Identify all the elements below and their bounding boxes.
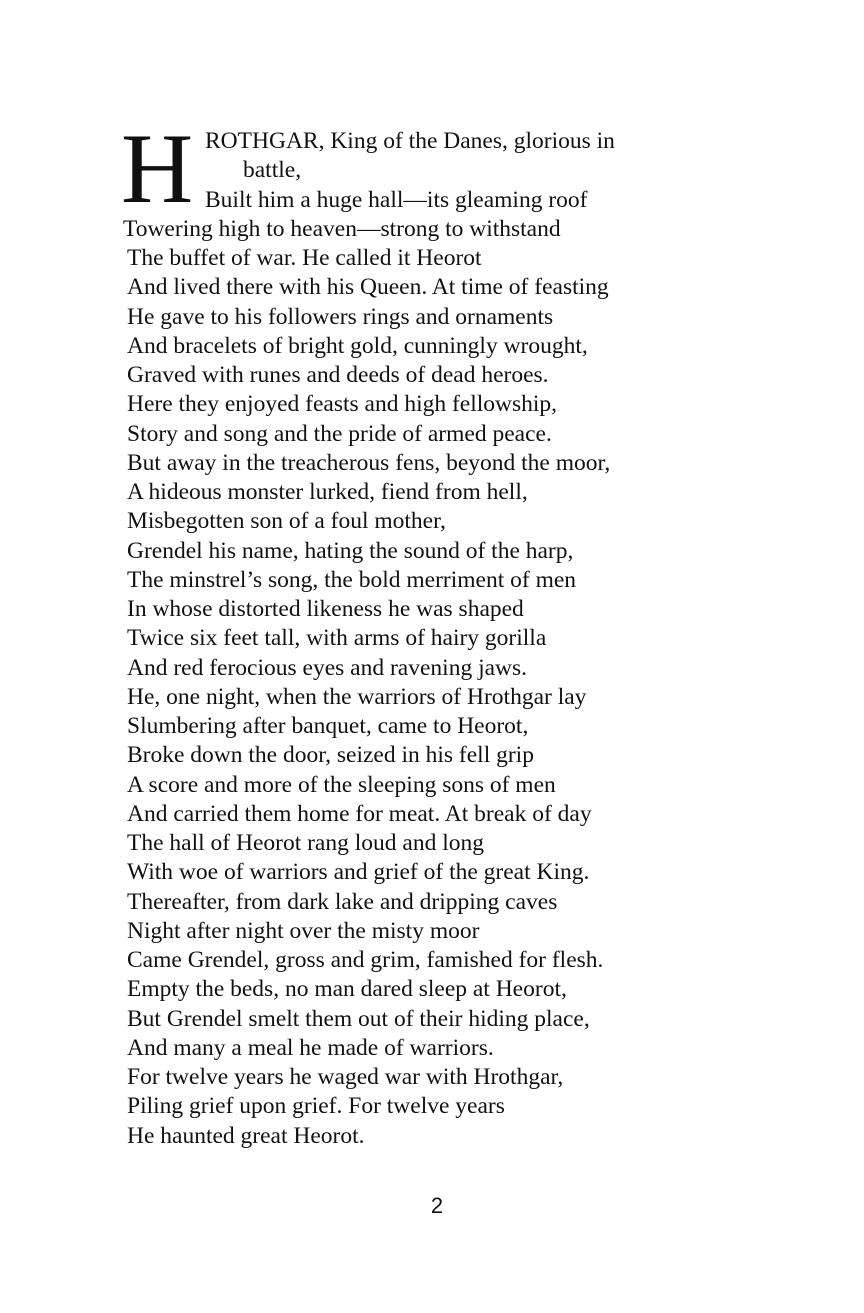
drop-cap: H — [121, 113, 194, 224]
poem-line: He haunted great Heorot. — [127, 1122, 365, 1149]
poem-line: And many a meal he made of warriors. — [127, 1034, 494, 1061]
poem-line: Built him a huge hall—its gleaming roof — [205, 186, 588, 213]
poem-line: Twice six feet tall, with arms of hairy gorilla — [127, 625, 547, 652]
poem-line: For twelve years he waged war with Hrothgar, — [127, 1064, 564, 1090]
poem-line: And bracelets of bright gold, cunningly wrought, — [127, 332, 588, 359]
poem-line: Misbegotten son of a foul mother, — [127, 508, 446, 535]
poem-line: A score and more of the sleeping sons of men — [127, 771, 556, 798]
poem-line: A hideous monster lurked, fiend from hell, — [127, 479, 528, 505]
poem-line: The hall of Heorot rang loud and long — [127, 830, 484, 856]
poem-line: But Grendel smelt them out of their hiding place, — [127, 1005, 590, 1032]
poem-line: Empty the beds, no man dared sleep at Heorot, — [127, 976, 567, 1003]
poem-line: Grendel his name, hating the sound of the harp, — [127, 537, 574, 564]
poem-line: Piling grief upon grief. For twelve years — [127, 1093, 505, 1120]
poem-line: ROTHGAR, King of the Danes, glorious in — [205, 128, 615, 154]
poem-line: Broke down the door, seized in his fell grip — [127, 742, 534, 769]
poem-line: The minstrel’s song, the bold merriment of men — [127, 566, 577, 593]
poem-line: battle, — [243, 157, 302, 184]
poem-line: He gave to his followers rings and ornaments — [127, 303, 554, 330]
poem-line: Came Grendel, gross and grim, famished for flesh. — [127, 947, 604, 973]
poem-line: In whose distorted likeness he was shaped — [127, 596, 524, 622]
poem-line: Towering high to heaven—strong to withstand — [123, 215, 561, 242]
poem-line: And lived there with his Queen. At time of feasting — [127, 274, 609, 301]
poem-line: Thereafter, from dark lake and dripping caves — [127, 888, 558, 915]
poem-line: And red ferocious eyes and ravening jaws. — [127, 654, 528, 681]
poem-line: And carried them home for meat. At break of day — [127, 800, 592, 827]
page-number: 2 — [430, 1193, 444, 1218]
poem-line: He, one night, when the warriors of Hrothgar lay — [127, 683, 587, 710]
poem-line: With woe of warriors and grief of the great King. — [127, 859, 590, 886]
poem-line: Story and song and the pride of armed peace. — [127, 420, 552, 447]
poem-line: Night after night over the misty moor — [127, 917, 480, 944]
poem-line: Slumbering after banquet, came to Heorot, — [127, 713, 529, 739]
poem-line: The buffet of war. He called it Heorot — [127, 245, 482, 271]
poem-line: But away in the treacherous fens, beyond the moor, — [127, 449, 611, 476]
poem-line: Graved with runes and deeds of dead heroes. — [127, 362, 549, 388]
poem-text — [121, 113, 743, 1151]
poem-line: Here they enjoyed feasts and high fellowship, — [127, 391, 558, 418]
